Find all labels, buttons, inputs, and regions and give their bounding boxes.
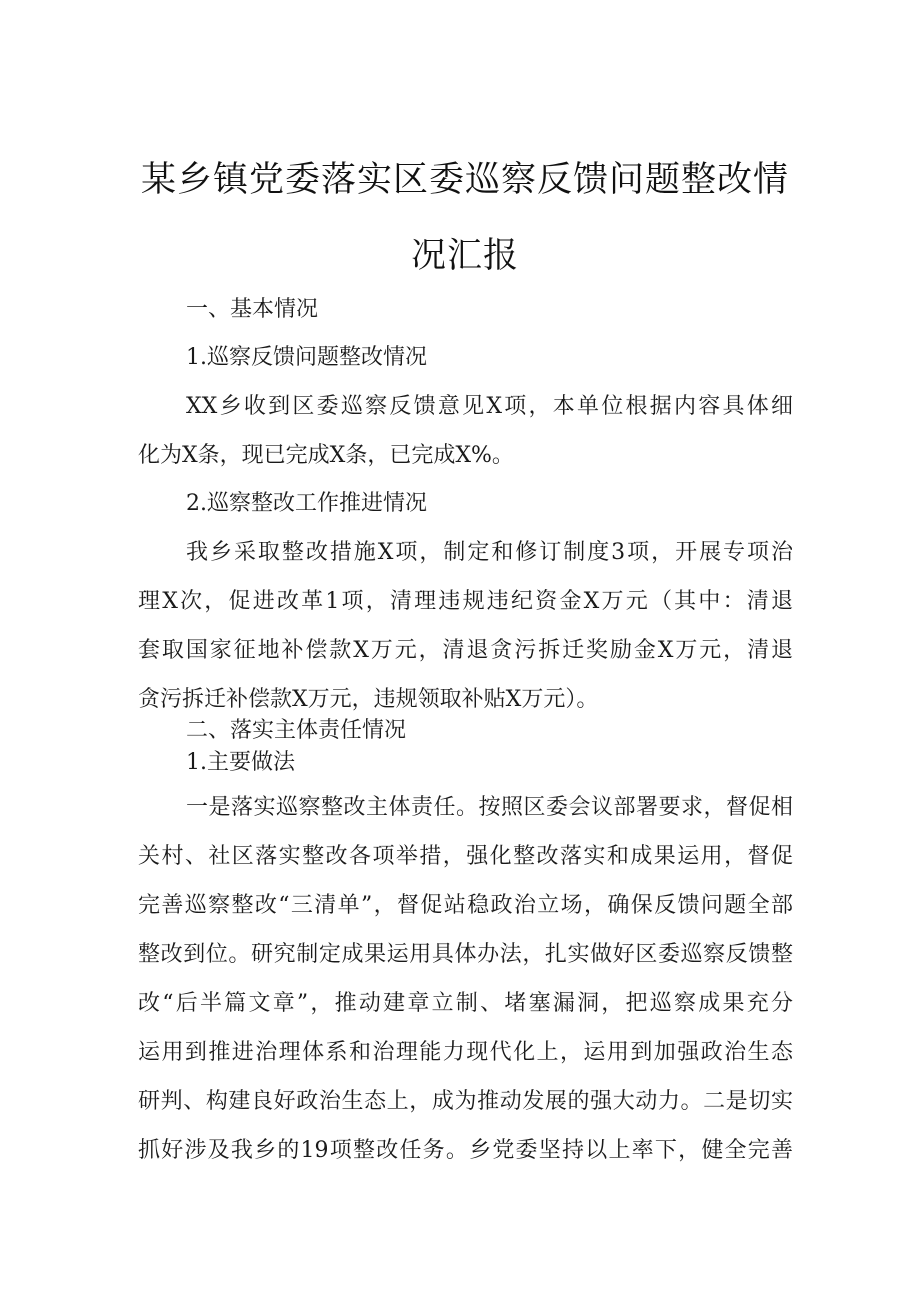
paragraph-line: 贪污拆迁补偿款X万元，违规领取补贴X万元）。 [138, 687, 599, 712]
paragraph-line: 套取国家征地补偿款X万元，清退贪污拆迁奖励金X万元，清退 [138, 638, 793, 663]
subheading-work-progress: 2.巡察整改工作推进情况 [186, 491, 427, 516]
paragraph-line: XX乡收到区委巡察反馈意见X项，本单位根据内容具体细 [186, 394, 793, 419]
paragraph-line: 抓好涉及我乡的19项整改任务。乡党委坚持以上率下，健全完善 [138, 1138, 793, 1163]
paragraph-line: 一是落实巡察整改主体责任。按照区委会议部署要求，督促相 [186, 795, 793, 820]
document-title-line-1: 某乡镇党委落实区委巡察反馈问题整改情 [140, 160, 789, 200]
paragraph-line: 关村、社区落实整改各项举措，强化整改落实和成果运用，督促 [138, 844, 793, 869]
subheading-rectification-status: 1.巡察反馈问题整改情况 [186, 345, 427, 370]
paragraph-line: 化为X条，现已完成X条，已完成X%。 [138, 443, 514, 468]
paragraph-line: 整改到位。研究制定成果运用具体办法，扎实做好区委巡察反馈整 [138, 942, 793, 967]
paragraph-line: 运用到推进治理体系和治理能力现代化上，运用到加强政治生态 [138, 1040, 793, 1065]
paragraph-line: 理X次，促进改革1项，清理违规违纪资金X万元（其中：清退 [138, 589, 793, 614]
paragraph-line: 改“后半篇文章”，推动建章立制、堵塞漏洞，把巡察成果充分 [138, 991, 793, 1016]
paragraph-line: 完善巡察整改“三清单”，督促站稳政治立场，确保反馈问题全部 [138, 893, 793, 918]
section-heading-main-responsibility: 二、落实主体责任情况 [186, 718, 407, 743]
document-title-line-2: 况汇报 [410, 236, 519, 276]
section-heading-basic-situation: 一、基本情况 [186, 297, 319, 322]
subheading-main-practices: 1.主要做法 [186, 750, 295, 775]
paragraph-line: 我乡采取整改措施X项，制定和修订制度3项，开展专项治 [186, 540, 793, 565]
paragraph-line: 研判、构建良好政治生态上，成为推动发展的强大动力。二是切实 [138, 1089, 793, 1114]
